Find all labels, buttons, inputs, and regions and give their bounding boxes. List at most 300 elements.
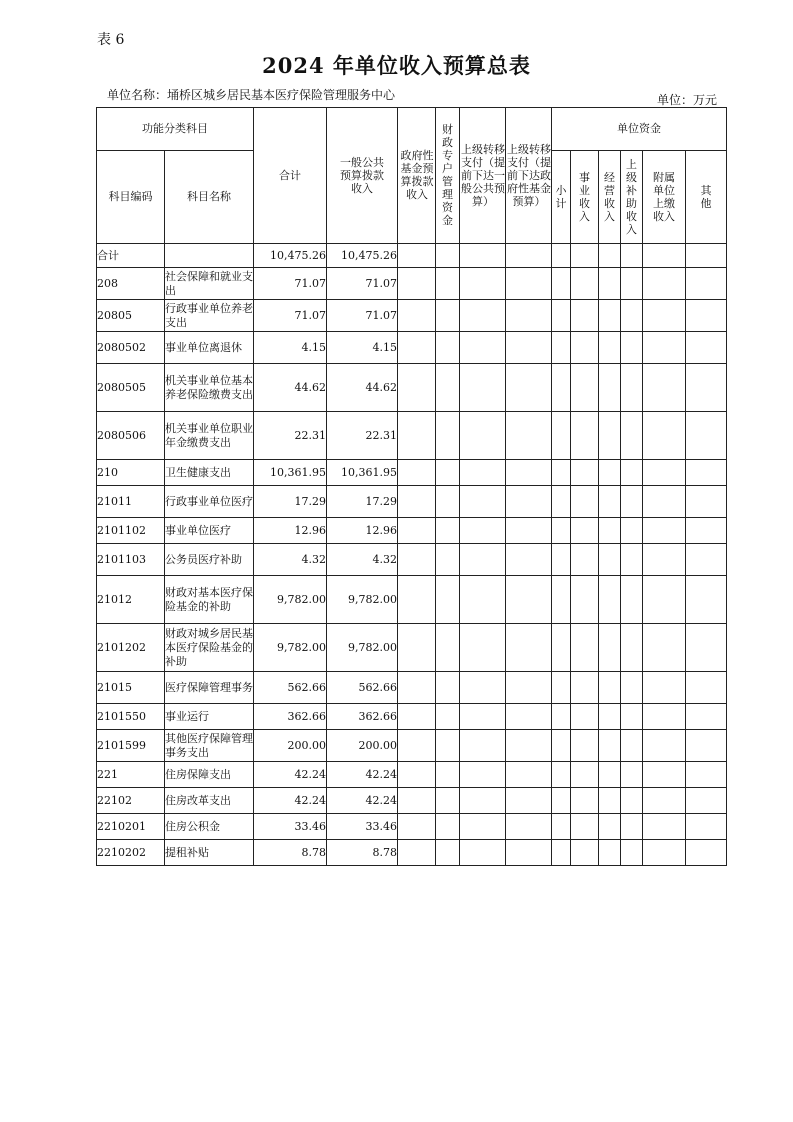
cell-empty [436, 412, 460, 460]
cell-empty [552, 518, 571, 544]
cell-empty [599, 814, 621, 840]
cell-empty [621, 412, 643, 460]
cell-total: 33.46 [254, 814, 327, 840]
cell-name: 财政对基本医疗保险基金的补助 [165, 576, 254, 624]
cell-total: 71.07 [254, 268, 327, 300]
cell-general: 4.15 [327, 332, 398, 364]
cell-empty [506, 518, 552, 544]
cell-empty [552, 576, 571, 624]
table-body [97, 244, 727, 866]
header-other: 其他 [686, 151, 727, 244]
cell-empty [460, 576, 506, 624]
cell-name: 公务员医疗补助 [165, 544, 254, 576]
cell-code: 2101550 [97, 704, 165, 730]
cell-empty [506, 814, 552, 840]
cell-empty [506, 624, 552, 672]
cell-empty [621, 672, 643, 704]
cell-empty [599, 704, 621, 730]
cell-code: 2101599 [97, 730, 165, 762]
cell-empty [686, 788, 727, 814]
cell-empty [436, 544, 460, 576]
cell-empty [552, 412, 571, 460]
cell-general: 22.31 [327, 412, 398, 460]
cell-empty [643, 762, 686, 788]
cell-empty [599, 730, 621, 762]
cell-total: 362.66 [254, 704, 327, 730]
unit-name: 单位名称：埇桥区城乡居民基本医疗保险管理服务中心 [107, 88, 396, 102]
cell-empty [460, 268, 506, 300]
cell-name: 住房公积金 [165, 814, 254, 840]
cell-empty [686, 814, 727, 840]
cell-empty [398, 486, 436, 518]
cell-empty [552, 730, 571, 762]
cell-empty [436, 730, 460, 762]
table-row [97, 704, 727, 730]
cell-total: 17.29 [254, 486, 327, 518]
cell-name: 事业单位医疗 [165, 518, 254, 544]
cell-total: 71.07 [254, 300, 327, 332]
cell-empty [506, 730, 552, 762]
cell-total: 10,475.26 [254, 244, 327, 268]
header-biz-income: 事业收入 [571, 151, 599, 244]
cell-empty [621, 840, 643, 866]
cell-total: 9,782.00 [254, 576, 327, 624]
cell-empty [599, 624, 621, 672]
cell-empty [460, 762, 506, 788]
cell-empty [436, 624, 460, 672]
table-row [97, 486, 727, 518]
cell-code: 20805 [97, 300, 165, 332]
cell-empty [398, 460, 436, 486]
cell-empty [686, 544, 727, 576]
table-row [97, 332, 727, 364]
cell-empty [398, 814, 436, 840]
cell-general: 8.78 [327, 840, 398, 866]
cell-empty [571, 460, 599, 486]
cell-empty [686, 332, 727, 364]
cell-empty [686, 364, 727, 412]
cell-empty [571, 576, 599, 624]
table-row [97, 518, 727, 544]
cell-general: 42.24 [327, 762, 398, 788]
cell-name: 机关事业单位基本养老保险缴费支出 [165, 364, 254, 412]
cell-name: 其他医疗保障管理事务支出 [165, 730, 254, 762]
cell-empty [571, 544, 599, 576]
cell-empty [643, 364, 686, 412]
cell-empty [398, 624, 436, 672]
cell-empty [571, 762, 599, 788]
cell-empty [436, 576, 460, 624]
table-row [97, 840, 727, 866]
table-row [97, 762, 727, 788]
budget-table [96, 107, 727, 866]
cell-empty [571, 244, 599, 268]
table-row [97, 244, 727, 268]
cell-empty [599, 672, 621, 704]
cell-empty [398, 544, 436, 576]
cell-empty [436, 762, 460, 788]
cell-empty [599, 300, 621, 332]
table-row [97, 624, 727, 672]
cell-code: 21012 [97, 576, 165, 624]
cell-general: 4.32 [327, 544, 398, 576]
cell-empty [643, 268, 686, 300]
cell-empty [436, 364, 460, 412]
cell-general: 42.24 [327, 788, 398, 814]
cell-empty [571, 704, 599, 730]
header-subtotal: 小计 [552, 151, 571, 244]
cell-empty [599, 518, 621, 544]
cell-empty [686, 840, 727, 866]
header-op-income: 经营收入 [599, 151, 621, 244]
cell-empty [398, 364, 436, 412]
cell-empty [506, 840, 552, 866]
cell-code: 208 [97, 268, 165, 300]
cell-empty [643, 624, 686, 672]
cell-empty [552, 840, 571, 866]
cell-name [165, 244, 254, 268]
cell-total: 9,782.00 [254, 624, 327, 672]
cell-empty [621, 268, 643, 300]
cell-empty [599, 486, 621, 518]
cell-empty [621, 704, 643, 730]
cell-empty [460, 840, 506, 866]
cell-empty [398, 268, 436, 300]
cell-empty [643, 486, 686, 518]
header-gov-fund: 政府性基金预算拨款收入 [398, 108, 436, 244]
cell-empty [621, 576, 643, 624]
cell-empty [686, 704, 727, 730]
cell-general: 71.07 [327, 300, 398, 332]
header-upper-subsidy: 上级补助收入 [621, 151, 643, 244]
cell-code: 2101202 [97, 624, 165, 672]
cell-empty [506, 460, 552, 486]
cell-code: 22102 [97, 788, 165, 814]
cell-empty [460, 460, 506, 486]
cell-empty [436, 840, 460, 866]
cell-code: 210 [97, 460, 165, 486]
cell-empty [436, 332, 460, 364]
cell-total: 22.31 [254, 412, 327, 460]
cell-empty [621, 332, 643, 364]
cell-empty [621, 486, 643, 518]
cell-total: 42.24 [254, 788, 327, 814]
cell-name: 事业单位离退休 [165, 332, 254, 364]
table-row [97, 576, 727, 624]
cell-empty [506, 672, 552, 704]
cell-empty [643, 332, 686, 364]
cell-empty [643, 244, 686, 268]
cell-general: 9,782.00 [327, 624, 398, 672]
cell-empty [436, 672, 460, 704]
cell-empty [571, 364, 599, 412]
cell-empty [571, 268, 599, 300]
cell-empty [621, 544, 643, 576]
cell-name: 事业运行 [165, 704, 254, 730]
cell-empty [599, 244, 621, 268]
cell-empty [398, 518, 436, 544]
table-row [97, 672, 727, 704]
cell-general: 17.29 [327, 486, 398, 518]
header-special: 财政专户管理资金 [436, 108, 460, 244]
cell-total: 200.00 [254, 730, 327, 762]
cell-empty [436, 268, 460, 300]
cell-name: 机关事业单位职业年金缴费支出 [165, 412, 254, 460]
cell-empty [552, 332, 571, 364]
cell-empty [552, 672, 571, 704]
cell-empty [552, 814, 571, 840]
cell-empty [643, 518, 686, 544]
cell-empty [571, 840, 599, 866]
cell-empty [571, 300, 599, 332]
cell-empty [552, 704, 571, 730]
cell-empty [621, 762, 643, 788]
cell-empty [460, 672, 506, 704]
cell-name: 住房保障支出 [165, 762, 254, 788]
cell-empty [643, 788, 686, 814]
header-name: 科目名称 [165, 151, 254, 244]
cell-empty [398, 300, 436, 332]
cell-empty [686, 300, 727, 332]
cell-empty [552, 486, 571, 518]
cell-empty [436, 704, 460, 730]
cell-code: 2101102 [97, 518, 165, 544]
cell-code: 2101103 [97, 544, 165, 576]
cell-empty [552, 624, 571, 672]
cell-empty [552, 300, 571, 332]
cell-empty [398, 730, 436, 762]
cell-general: 362.66 [327, 704, 398, 730]
cell-empty [460, 486, 506, 518]
cell-empty [686, 486, 727, 518]
cell-empty [571, 730, 599, 762]
cell-empty [436, 244, 460, 268]
cell-code: 2210201 [97, 814, 165, 840]
cell-empty [460, 412, 506, 460]
cell-name: 卫生健康支出 [165, 460, 254, 486]
cell-total: 44.62 [254, 364, 327, 412]
cell-code: 21011 [97, 486, 165, 518]
cell-empty [552, 268, 571, 300]
cell-empty [621, 518, 643, 544]
cell-empty [643, 814, 686, 840]
cell-empty [621, 460, 643, 486]
cell-empty [621, 624, 643, 672]
cell-empty [599, 268, 621, 300]
table-row [97, 814, 727, 840]
cell-general: 44.62 [327, 364, 398, 412]
cell-empty [552, 544, 571, 576]
cell-empty [398, 788, 436, 814]
cell-empty [599, 460, 621, 486]
cell-empty [460, 544, 506, 576]
cell-empty [552, 364, 571, 412]
cell-empty [571, 486, 599, 518]
cell-empty [506, 704, 552, 730]
cell-empty [398, 762, 436, 788]
cell-empty [398, 576, 436, 624]
cell-empty [436, 518, 460, 544]
header-general: 一般公共预算拨款收入 [327, 108, 398, 244]
cell-empty [398, 412, 436, 460]
cell-total: 10,361.95 [254, 460, 327, 486]
cell-empty [599, 840, 621, 866]
cell-empty [686, 460, 727, 486]
header-upper-gov: 上级转移支付（提前下达政府性基金预算） [506, 108, 552, 244]
table-row [97, 460, 727, 486]
cell-empty [552, 244, 571, 268]
cell-empty [686, 244, 727, 268]
cell-name: 行政事业单位医疗 [165, 486, 254, 518]
cell-empty [506, 268, 552, 300]
cell-empty [686, 672, 727, 704]
cell-empty [436, 814, 460, 840]
cell-empty [686, 762, 727, 788]
cell-empty [460, 300, 506, 332]
cell-total: 4.32 [254, 544, 327, 576]
table-number: 表 6 [97, 32, 125, 48]
cell-empty [460, 364, 506, 412]
cell-empty [398, 672, 436, 704]
currency-unit: 单位：万元 [657, 93, 718, 107]
cell-name: 行政事业单位养老支出 [165, 300, 254, 332]
cell-code: 2080506 [97, 412, 165, 460]
header-code: 科目编码 [97, 151, 165, 244]
cell-empty [398, 840, 436, 866]
cell-empty [686, 576, 727, 624]
cell-empty [506, 576, 552, 624]
cell-empty [552, 762, 571, 788]
cell-empty [398, 332, 436, 364]
table-row [97, 412, 727, 460]
cell-empty [460, 704, 506, 730]
header-upper-general: 上级转移支付（提前下达一般公共预算） [460, 108, 506, 244]
header-unit-funds: 单位资金 [552, 108, 727, 151]
cell-name: 提租补贴 [165, 840, 254, 866]
cell-empty [436, 460, 460, 486]
cell-empty [436, 486, 460, 518]
cell-empty [599, 788, 621, 814]
cell-empty [398, 704, 436, 730]
cell-general: 33.46 [327, 814, 398, 840]
cell-empty [643, 460, 686, 486]
cell-code: 221 [97, 762, 165, 788]
cell-empty [506, 544, 552, 576]
cell-empty [571, 814, 599, 840]
cell-general: 10,361.95 [327, 460, 398, 486]
cell-empty [506, 486, 552, 518]
cell-empty [460, 244, 506, 268]
cell-empty [460, 730, 506, 762]
cell-general: 10,475.26 [327, 244, 398, 268]
page-title: 2024 年单位收入预算总表 [262, 53, 531, 78]
cell-empty [506, 412, 552, 460]
cell-name: 财政对城乡居民基本医疗保险基金的补助 [165, 624, 254, 672]
cell-code: 合计 [97, 244, 165, 268]
cell-empty [621, 364, 643, 412]
cell-empty [460, 814, 506, 840]
table-row [97, 300, 727, 332]
cell-empty [686, 412, 727, 460]
cell-total: 42.24 [254, 762, 327, 788]
cell-general: 200.00 [327, 730, 398, 762]
table-row [97, 544, 727, 576]
cell-empty [571, 624, 599, 672]
cell-empty [599, 364, 621, 412]
cell-empty [398, 244, 436, 268]
cell-empty [599, 576, 621, 624]
cell-empty [571, 332, 599, 364]
cell-empty [643, 840, 686, 866]
cell-empty [621, 300, 643, 332]
cell-code: 2210202 [97, 840, 165, 866]
cell-empty [599, 544, 621, 576]
cell-empty [686, 624, 727, 672]
cell-empty [506, 364, 552, 412]
cell-empty [599, 412, 621, 460]
cell-empty [460, 332, 506, 364]
cell-general: 71.07 [327, 268, 398, 300]
header-total: 合计 [254, 108, 327, 244]
cell-empty [460, 518, 506, 544]
header-affiliate: 附属单位上缴收入 [643, 151, 686, 244]
cell-empty [621, 814, 643, 840]
cell-total: 4.15 [254, 332, 327, 364]
cell-name: 社会保障和就业支出 [165, 268, 254, 300]
cell-empty [506, 788, 552, 814]
cell-code: 21015 [97, 672, 165, 704]
cell-empty [552, 788, 571, 814]
cell-empty [571, 788, 599, 814]
cell-name: 住房改革支出 [165, 788, 254, 814]
table-row [97, 788, 727, 814]
cell-empty [571, 518, 599, 544]
cell-empty [506, 244, 552, 268]
cell-general: 562.66 [327, 672, 398, 704]
cell-empty [506, 300, 552, 332]
cell-empty [643, 730, 686, 762]
table-row [97, 364, 727, 412]
cell-code: 2080502 [97, 332, 165, 364]
cell-code: 2080505 [97, 364, 165, 412]
cell-empty [621, 244, 643, 268]
cell-empty [460, 788, 506, 814]
cell-empty [621, 730, 643, 762]
cell-empty [599, 762, 621, 788]
cell-empty [599, 332, 621, 364]
cell-empty [571, 412, 599, 460]
cell-name: 医疗保障管理事务 [165, 672, 254, 704]
cell-empty [506, 332, 552, 364]
cell-empty [643, 672, 686, 704]
table-row [97, 268, 727, 300]
cell-empty [506, 762, 552, 788]
cell-empty [686, 518, 727, 544]
cell-empty [643, 704, 686, 730]
cell-empty [621, 788, 643, 814]
cell-general: 12.96 [327, 518, 398, 544]
cell-empty [460, 624, 506, 672]
cell-empty [643, 576, 686, 624]
cell-empty [643, 544, 686, 576]
cell-empty [552, 460, 571, 486]
cell-empty [686, 730, 727, 762]
cell-total: 8.78 [254, 840, 327, 866]
table-row [97, 730, 727, 762]
cell-total: 562.66 [254, 672, 327, 704]
header-func-cat: 功能分类科目 [97, 108, 254, 151]
cell-empty [436, 788, 460, 814]
